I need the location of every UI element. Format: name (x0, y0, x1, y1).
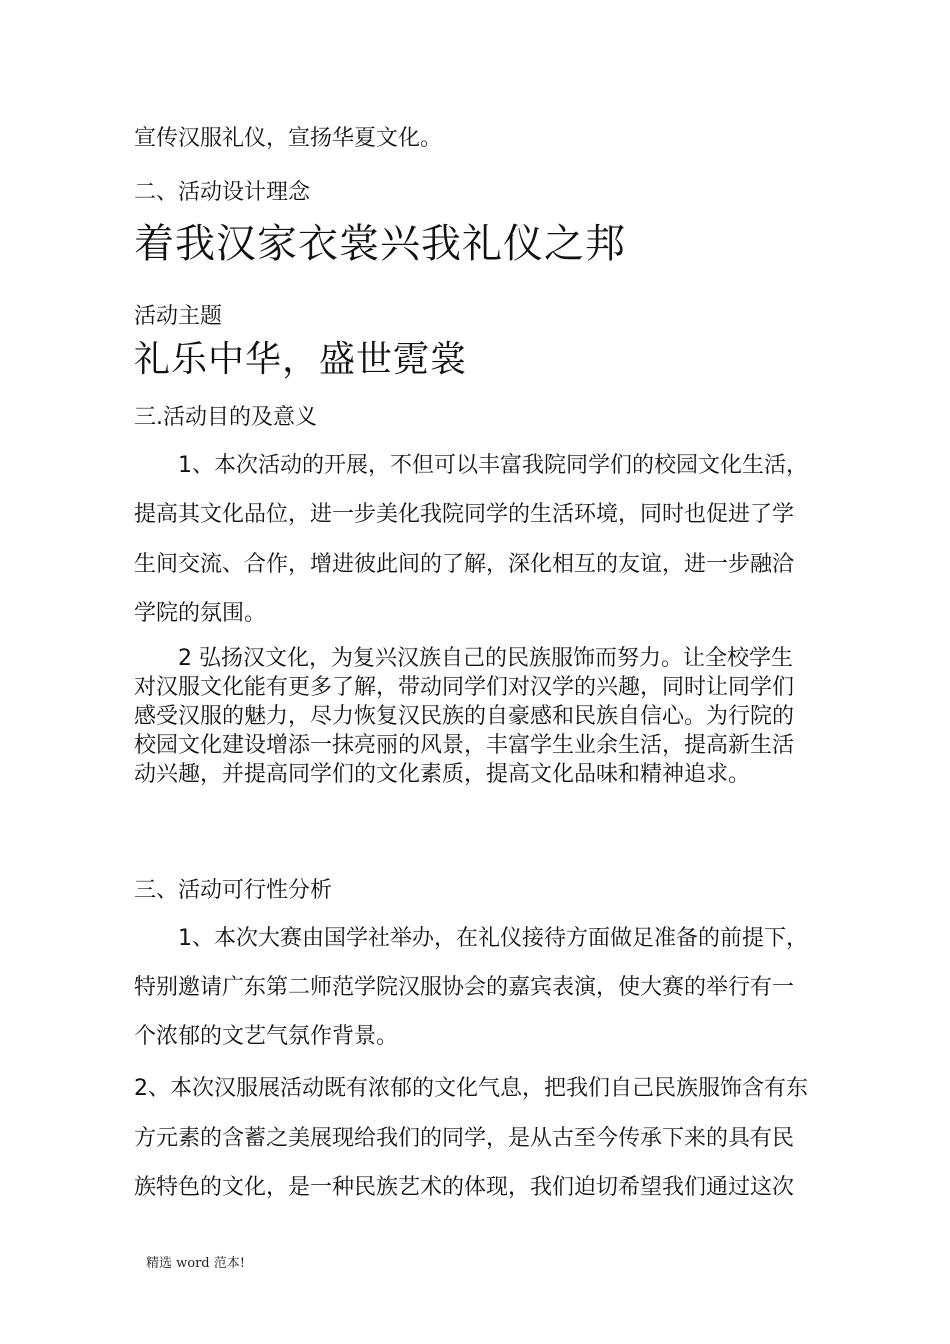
paragraph-line: 感受汉服的魅力，尽力恢复汉民族的自豪感和民族自信心。为行院的 (134, 704, 795, 729)
paragraph-line: 个浓郁的文艺气氛作背景。 (134, 1024, 399, 1049)
paragraph-line: 方元素的含蓄之美展现给我们的同学，是从古至今传承下来的具有民 (134, 1126, 795, 1151)
theme-label: 活动主题 (134, 304, 223, 329)
paragraph-line: 生间交流、合作，增进彼此间的了解，深化相互的友谊，进一步融洽 (134, 552, 795, 577)
section-heading-purpose: 三.活动目的及意义 (134, 405, 317, 430)
paragraph-line: 2 弘扬汉文化，为复兴汉族自己的民族服饰而努力。让全校学生 (178, 646, 793, 671)
paragraph-line: 1、本次活动的开展，不但可以丰富我院同学们的校园文化生活， (178, 453, 808, 478)
paragraph-line: 校园文化建设增添一抹亮丽的风景，丰富学生业余生活，提高新生活 (134, 733, 795, 758)
section-heading-feasibility: 三、活动可行性分析 (134, 878, 333, 903)
paragraph-line: 对汉服文化能有更多了解，带动同学们对汉学的兴趣，同时让同学们 (134, 675, 795, 700)
theme-heading: 礼乐中华，盛世霓裳 (134, 339, 468, 380)
paragraph-line: 动兴趣，并提高同学们的文化素质，提高文化品味和精神追求。 (134, 762, 751, 787)
slogan-heading: 着我汉家衣裳兴我礼仪之邦 (134, 221, 626, 267)
paragraph-line: 1、本次大赛由国学社举办，在礼仪接待方面做足准备的前提下， (178, 926, 808, 951)
paragraph-line: 2、本次汉服展活动既有浓郁的文化气息，把我们自己民族服饰含有东 (134, 1076, 808, 1101)
page-footer: 精选 word 范本! (146, 1256, 245, 1271)
paragraph-line: 提高其文化品位，进一步美化我院同学的生活环境，同时也促进了学 (134, 502, 795, 527)
paragraph-line: 族特色的文化，是一种民族艺术的体现，我们迫切希望我们通过这次 (134, 1175, 795, 1200)
purpose-paragraph-2 (134, 644, 824, 789)
intro-line: 宣传汉服礼仪，宣扬华夏文化。 (134, 126, 443, 151)
paragraph-line: 特别邀请广东第二师范学院汉服协会的嘉宾表演，使大赛的举行有一 (134, 975, 795, 1000)
section-heading-design-concept: 二、活动设计理念 (134, 180, 311, 205)
paragraph-line: 学院的氛围。 (134, 601, 267, 626)
